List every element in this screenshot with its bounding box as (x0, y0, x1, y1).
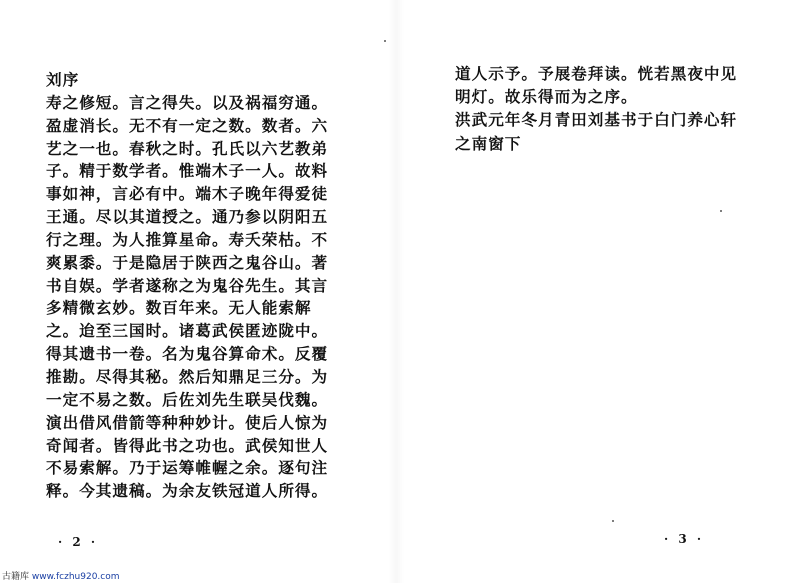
right-page-number: · 3 · (664, 532, 705, 546)
text-line: 演出借风借箭等种种妙计。使后人惊为 (46, 412, 329, 432)
text-line: 奇闻者。皆得此书之功也。武侯知世人 (46, 435, 329, 455)
text-line: 子。精于数学者。惟端木子一人。故料 (46, 161, 329, 181)
text-line: 行之理。为人推算星命。寿夭荣枯。不 (46, 229, 329, 249)
preface-heading: 刘序 (46, 70, 80, 89)
watermark (2, 569, 120, 582)
left-page-text (46, 69, 329, 503)
text-line: 不易索解。乃于运筹帷幄之余。逐句注 (46, 458, 329, 478)
signature-line: 洪武元年冬月青田刘基书于白门养心轩 (455, 110, 738, 130)
text-line: 推勘。尽得其秘。然后知鼎足三分。为 (46, 366, 329, 386)
scan-speck (720, 210, 722, 212)
signature-line: 之南窗下 (455, 133, 522, 153)
text-line: 书自娱。学者遂称之为鬼谷先生。其言 (46, 275, 329, 295)
text-line: 爽累黍。于是隐居于陕西之鬼谷山。著 (46, 252, 329, 272)
text-line: 得其遗书一卷。名为鬼谷算命术。反覆 (46, 344, 329, 364)
text-line: 艺之一也。春秋之时。孔氏以六艺教弟 (46, 138, 329, 158)
right-page-text (455, 62, 738, 155)
text-line: 一定不易之数。后佐刘先生联吴伐魏。 (46, 389, 329, 409)
book-gutter (388, 0, 404, 583)
text-line: 王通。尽以其道授之。通乃参以阴阳五 (46, 207, 329, 227)
left-page-number: · 2 · (58, 535, 99, 549)
scan-speck (612, 520, 614, 522)
text-line: 盈虚消长。无不有一定之数。数者。六 (46, 115, 329, 135)
text-line: 寿之修短。言之得失。以及祸福穷通。 (46, 92, 329, 112)
text-line: 之。迨至三国时。诸葛武侯匿迹陇中。 (46, 321, 329, 341)
text-line: 事如神，言必有中。端木子晚年得爱徒 (46, 184, 329, 204)
text-line: 道人示予。予展卷拜读。恍若黑夜中见 (455, 64, 738, 83)
text-line: 多精微玄妙。数百年来。无人能索解 (46, 298, 312, 318)
watermark-site-name: 古籍库 (2, 572, 30, 582)
text-line: 明灯。故乐得而为之序。 (455, 87, 638, 107)
scan-speck (384, 40, 386, 42)
text-line: 释。今其遗稿。为余友铁冠道人所得。 (46, 481, 329, 501)
watermark-url: www.fczhu920.com (31, 572, 120, 582)
